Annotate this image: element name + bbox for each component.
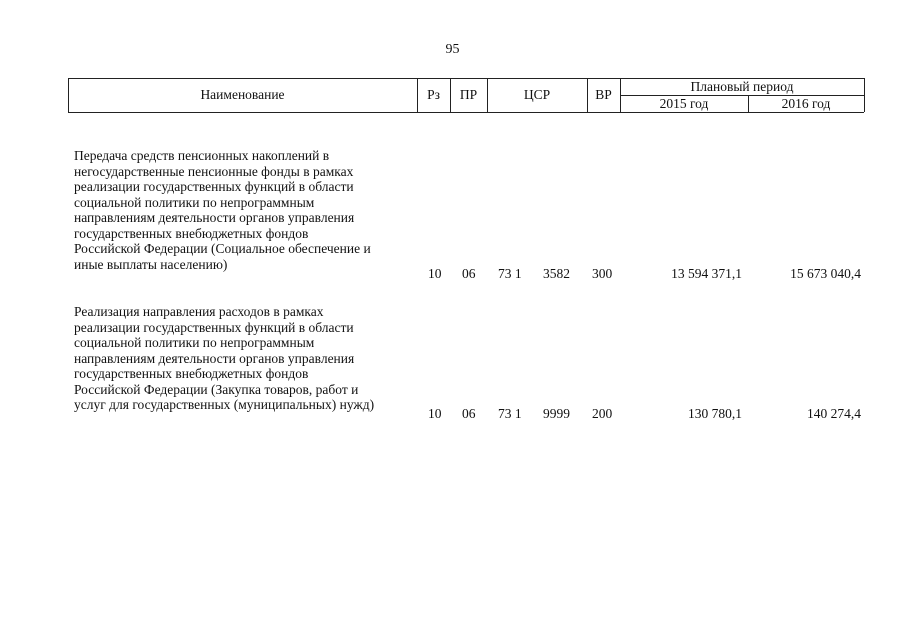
cell-2015: 130 780,1: [688, 406, 742, 421]
name-line: реализации государственных функций в области: [74, 319, 354, 335]
name-line: государственных внебюджетных фондов: [74, 366, 309, 381]
cell-csr-direction: 3582: [543, 266, 570, 281]
name-line: государственных внебюджетных фондов: [74, 225, 309, 241]
cell-csr-direction: 9999: [543, 406, 570, 421]
cell-2015: 13 594 371,1: [671, 266, 742, 281]
header-vr: ВР: [595, 87, 612, 102]
name-line: иные выплаты населению): [74, 256, 228, 272]
name-line: Реализация направления расходов в рамках: [74, 304, 324, 319]
name-line: Российской Федерации (Закупка товаров, работ и: [74, 381, 359, 397]
row-name: [74, 304, 419, 413]
cell-pr: 06: [462, 406, 476, 421]
cell-vr: 200: [592, 406, 613, 421]
name-line: направлениям деятельности органов управления: [74, 350, 355, 366]
cell-csr-program: 73 1: [498, 266, 522, 281]
header-year-2016: 2016 год: [781, 96, 831, 111]
name-line: Российской Федерации (Социальное обеспечение и: [74, 241, 371, 256]
cell-pr: 06: [462, 266, 476, 281]
cell-2016: 140 274,4: [807, 406, 861, 421]
header-pr: ПР: [459, 87, 478, 102]
cell-vr: 300: [592, 266, 613, 281]
page-number: 95: [445, 42, 460, 57]
cell-rz: 10: [428, 266, 442, 281]
row-name: [74, 148, 419, 272]
header-rz: Рз: [427, 87, 440, 102]
name-line: социальной политики по непрограммным: [74, 194, 315, 210]
name-line: услуг для государственных (муниципальных) нужд): [74, 397, 375, 412]
name-line: Передача средств пенсионных накоплений в: [74, 148, 330, 163]
header-csr: ЦСР: [523, 87, 551, 102]
table-header: [68, 78, 864, 112]
cell-csr-program: 73 1: [498, 406, 522, 421]
name-line: реализации государственных функций в области: [74, 179, 354, 194]
name-line: негосударственные пенсионные фонды в рамках: [74, 163, 354, 179]
header-planned-period: Плановый период: [690, 79, 794, 94]
name-line: социальной политики по непрограммным: [74, 335, 315, 350]
cell-2016: 15 673 040,4: [790, 266, 861, 281]
name-line: направлениям деятельности органов управления: [74, 210, 355, 225]
header-year-2015: 2015 год: [659, 96, 709, 111]
cell-rz: 10: [428, 406, 442, 421]
header-name: Наименование: [200, 87, 285, 102]
